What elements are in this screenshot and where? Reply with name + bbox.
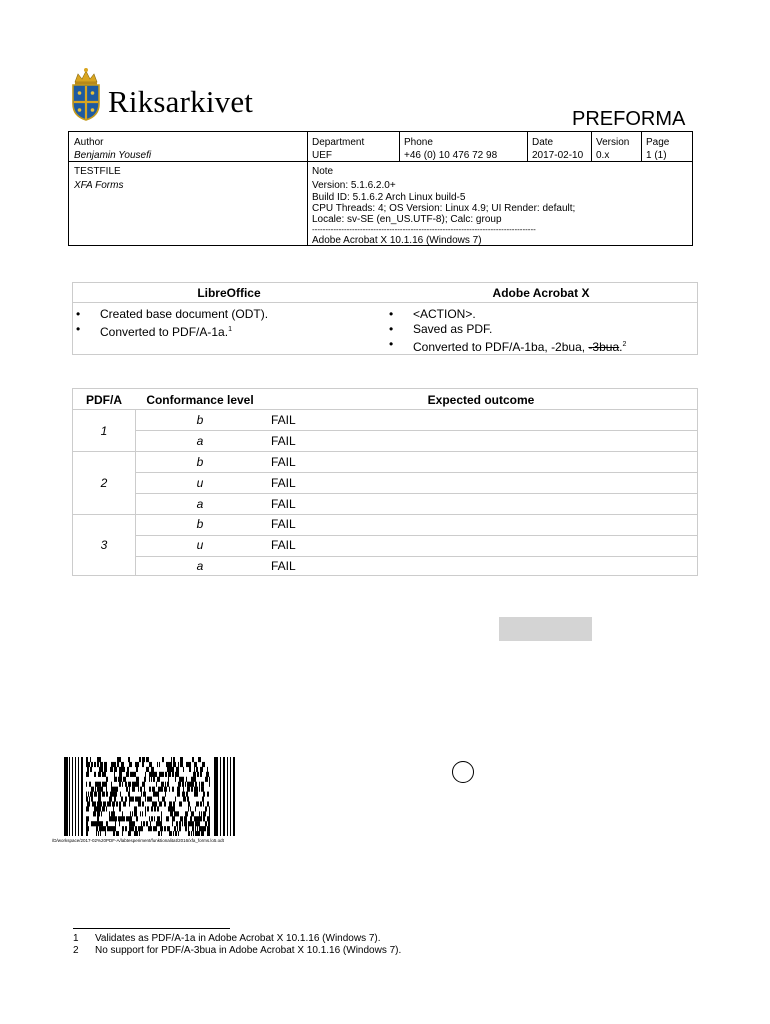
- footnote-separator: [73, 928, 230, 929]
- expected-outcome: FAIL: [271, 413, 296, 427]
- pdfa-part: 2: [100, 476, 108, 490]
- note-line: Build ID: 5.1.6.2 Arch Linux build-5: [312, 192, 466, 203]
- expected-outcome: FAIL: [271, 476, 296, 490]
- form-text-field[interactable]: [499, 617, 592, 641]
- date-label: Date: [532, 137, 554, 148]
- conformance-level: b: [196, 455, 204, 469]
- conformance-level: b: [196, 413, 204, 427]
- footnote-ref: 1: [228, 326, 232, 333]
- libreoffice-header: LibreOffice: [197, 286, 261, 300]
- note-line: Version: 5.1.6.2.0+: [312, 180, 396, 191]
- note-label: Note: [312, 166, 334, 177]
- conformance-level: a: [196, 434, 204, 448]
- footnote-ref: 2: [622, 341, 627, 348]
- conformance-level: u: [196, 476, 204, 490]
- acrobat-header: Adobe Acrobat X: [492, 286, 590, 300]
- department-label: Department: [312, 137, 365, 148]
- barcode-caption: /D/workspace/2017-02%20PDF-A/labtesperiment/funktionalitat/2016/xfa_forms.lo5.odt: [52, 838, 224, 843]
- expected-outcome-header: Expected outcome: [427, 393, 535, 407]
- version-label: Version: [596, 137, 630, 148]
- phone-label: Phone: [404, 137, 433, 148]
- phone-value: +46 (0) 10 476 72 98: [404, 150, 498, 161]
- note-line: Adobe Acrobat X 10.1.16 (Windows 7): [312, 235, 482, 246]
- conformance-level: a: [196, 559, 204, 573]
- version-value: 0.x: [596, 150, 610, 161]
- date-value: 2017-02-10: [532, 150, 584, 161]
- expected-outcome: FAIL: [271, 497, 296, 511]
- testfile-label: TESTFILE: [74, 166, 121, 177]
- document-info-box: [68, 131, 693, 246]
- expected-outcome: FAIL: [271, 434, 296, 448]
- author-value: Benjamin Yousefi: [74, 150, 152, 161]
- conformance-level: b: [196, 517, 204, 531]
- note-line: Locale: sv-SE (en_US.UTF-8); Calc: group: [312, 214, 502, 225]
- conformance-level: u: [196, 538, 204, 552]
- struck-text: -3bua: [588, 340, 620, 354]
- pdfa-part: 1: [100, 424, 108, 438]
- conformance-level: a: [196, 497, 204, 511]
- expected-outcome: FAIL: [271, 538, 296, 552]
- page-value: 1 (1): [646, 150, 667, 161]
- footnote: 1 Validates as PDF/A-1a in Adobe Acrobat X 10.1.16 (Windows 7).: [73, 933, 381, 944]
- page-label: Page: [646, 137, 670, 148]
- document-title: PREFORMA: [572, 108, 686, 130]
- conformance-level-header: Conformance level: [146, 393, 254, 407]
- department-value: UEF: [312, 150, 332, 161]
- expected-outcome: FAIL: [271, 559, 296, 573]
- note-line: CPU Threads: 4; OS Version: Linux 4.9; UI Render: default;: [312, 203, 576, 214]
- conformance-table: [72, 388, 698, 576]
- expected-outcome: FAIL: [271, 517, 296, 531]
- pdfa-header: PDF/A: [86, 393, 122, 407]
- note-separator: ------------------------------------------------------------------------------------: [312, 225, 536, 234]
- pdfa-part: 3: [100, 538, 108, 552]
- footnote: 2 No support for PDF/A-3bua in Adobe Acrobat X 10.1.16 (Windows 7).: [73, 945, 402, 956]
- comparison-table: LibreOffice Adobe Acrobat X • Created base document (ODT). • Converted to PDF/A-1a.$^1$ • <ACTION>. • Saved as PDF. • Converted to PDF/A-1ba, -2bua, -3bua.$^2$: [72, 282, 698, 355]
- author-label: Author: [74, 137, 104, 148]
- form-radio-button[interactable]: [452, 761, 474, 783]
- expected-outcome: FAIL: [271, 455, 296, 469]
- testfile-value: XFA Forms: [74, 180, 124, 191]
- logo-text: Riksarkivet: [108, 84, 254, 119]
- pdf417-barcode: [64, 757, 236, 836]
